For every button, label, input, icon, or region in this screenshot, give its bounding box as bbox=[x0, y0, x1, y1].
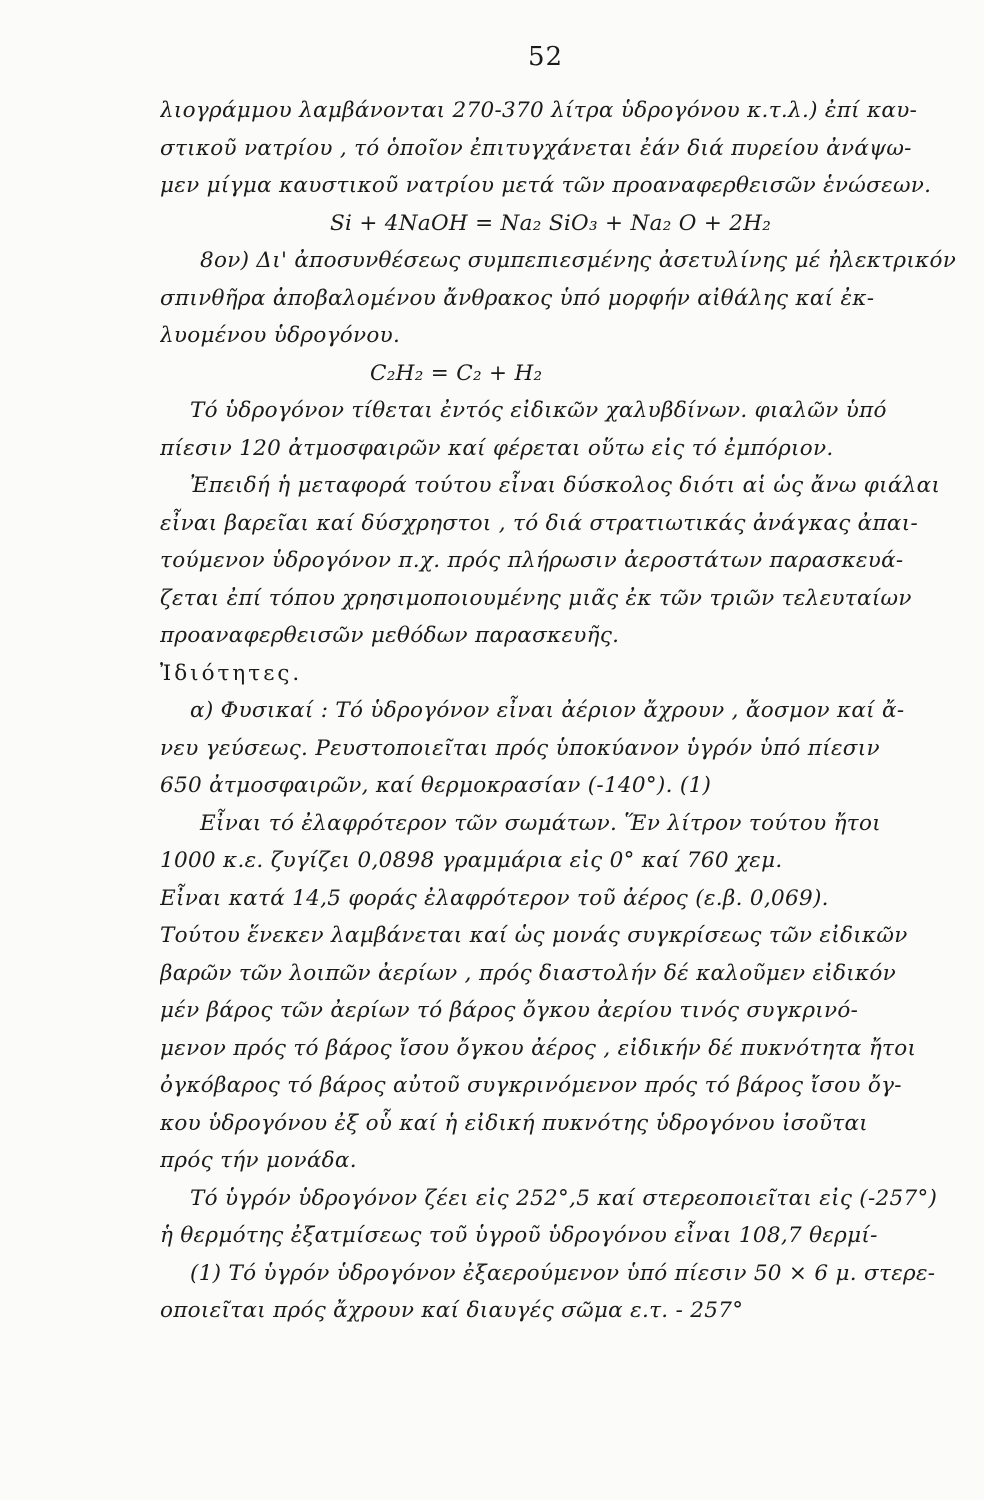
text-line: Εἶναι κατά 14,5 φοράς ἐλαφρότερον τοῦ ἀέρος (ε.β. 0,069). bbox=[160, 885, 829, 911]
page-number: 52 bbox=[528, 42, 564, 72]
paragraph-start: Τό ὑγρόν ὑδρογόνον ζέει εἰς 252°,5 καί στερεοποιεῖται εἰς (-257°) bbox=[190, 1185, 938, 1211]
text-line: πρός τήν μονάδα. bbox=[160, 1148, 357, 1173]
text-line: σπινθῆρα ἀποβαλομένου ἄνθρακος ὑπό μορφήν αἰθάλης καί ἐκ- bbox=[160, 285, 875, 311]
text-line: κου ὑδρογόνου ἐξ οὗ καί ἡ εἰδική πυκνότης ὑδρογόνου ἰσοῦται bbox=[160, 1110, 869, 1136]
text-line: τούμενον ὑδρογόνον π.χ. πρός πλήρωσιν ἀεροστάτων παρασκευά- bbox=[160, 548, 904, 573]
numbered-method: 8ον) Δι' ἀποσυνθέσεως συμπεπιεσμένης ἀσετυλίνης μέ ἠλεκτρικόν bbox=[200, 248, 957, 273]
text-line: ἡ θερμότης ἐξατμίσεως τοῦ ὑγροῦ ὑδρογόνου εἶναι 108,7 θερμί- bbox=[160, 1223, 878, 1248]
footnote-line: (1) Τό ὑγρόν ὑδρογόνον ἐξαερούμενον ὑπό πίεσιν 50 × 6 μ. στερε- bbox=[190, 1260, 936, 1286]
footnote-line: οποιεῖται πρός ἄχρουν καί διαυγές σῶμα ε.τ. - 257° bbox=[160, 1298, 744, 1323]
text-line: νευ γεύσεως. Ρευστοποιεῖται πρός ὑποκύανον ὑγρόν ὑπό πίεσιν bbox=[160, 735, 880, 761]
text-line: βαρῶν τῶν λοιπῶν ἀερίων , πρός διαστολήν δέ καλοῦμεν εἰδικόν bbox=[160, 960, 897, 986]
paragraph-start: Ἐπειδή ἡ μεταφορά τούτου εἶναι δύσκολος διότι αἱ ὡς ἄνω φιάλαι bbox=[190, 473, 941, 498]
chemical-equation: C₂H₂ = C₂ + H₂ bbox=[370, 360, 543, 386]
text-line: στικοῦ νατρίου , τό ὁποῖον ἐπιτυγχάνεται ἐάν διά πυρείου ἀνάψω- bbox=[160, 135, 912, 161]
document-body bbox=[160, 92, 960, 1330]
text-line: Τούτου ἕνεκεν λαμβάνεται καί ὡς μονάς συγκρίσεως τῶν εἰδικῶν bbox=[160, 923, 908, 948]
text-line: προαναφερθεισῶν μεθόδων παρασκευῆς. bbox=[160, 623, 620, 648]
text-line: λυομένου ὑδρογόνου. bbox=[160, 323, 401, 348]
text-line: 650 ἀτμοσφαιρῶν, καί θερμοκρασίαν (-140°). (1) bbox=[160, 773, 712, 798]
text-line: ζεται ἐπί τόπου χρησιμοποιουμένης μιᾶς ἐκ τῶν τριῶν τελευταίων bbox=[160, 585, 912, 611]
chemical-equation: Si + 4NaOH = Na₂ SiO₃ + Na₂ O + 2H₂ bbox=[330, 210, 772, 236]
paragraph-start: Τό ὑδρογόνον τίθεται ἐντός εἰδικῶν χαλυβδίνων. φιαλῶν ὑπό bbox=[190, 398, 887, 423]
paragraph-start: Εἶναι τό ἐλαφρότερον τῶν σωμάτων. Ἕν λίτρον τούτου ἤτοι bbox=[200, 810, 881, 836]
section-heading: Ἰδιότητες. bbox=[160, 660, 303, 686]
text-line: μέν βάρος τῶν ἀερίων τό βάρος ὄγκου ἀερίου τινός συγκρινό- bbox=[160, 998, 859, 1023]
text-line: μενον πρός τό βάρος ἴσου ὄγκου ἀέρος , εἰδικήν δέ πυκνότητα ἤτοι bbox=[160, 1035, 917, 1061]
text-line: 1000 κ.ε. ζυγίζει 0,0898 γραμμάρια εἰς 0° καί 760 χεμ. bbox=[160, 848, 783, 873]
text-line: εἶναι βαρεῖαι καί δύσχρηστοι , τό διά στρατιωτικάς ἀνάγκας ἀπαι- bbox=[160, 510, 919, 536]
text-line: πίεσιν 120 ἀτμοσφαιρῶν καί φέρεται οὕτω εἰς τό ἐμπόριον. bbox=[160, 435, 834, 461]
text-line: λιογράμμου λαμβάνονται 270-370 λίτρα ὑδρογόνου κ.τ.λ.) ἐπί καυ- bbox=[160, 98, 918, 123]
subsection-line: α) Φυσικαί : Τό ὑδρογόνον εἶναι ἀέριον ἄχρουν , ἄοσμον καί ἄ- bbox=[190, 698, 905, 723]
text-line: μεν μίγμα καυστικοῦ νατρίου μετά τῶν προαναφερθεισῶν ἑνώσεων. bbox=[160, 173, 932, 198]
text-line: ὀγκόβαρος τό βάρος αὐτοῦ συγκρινόμενον πρός τό βάρος ἴσου ὄγ- bbox=[160, 1073, 902, 1098]
